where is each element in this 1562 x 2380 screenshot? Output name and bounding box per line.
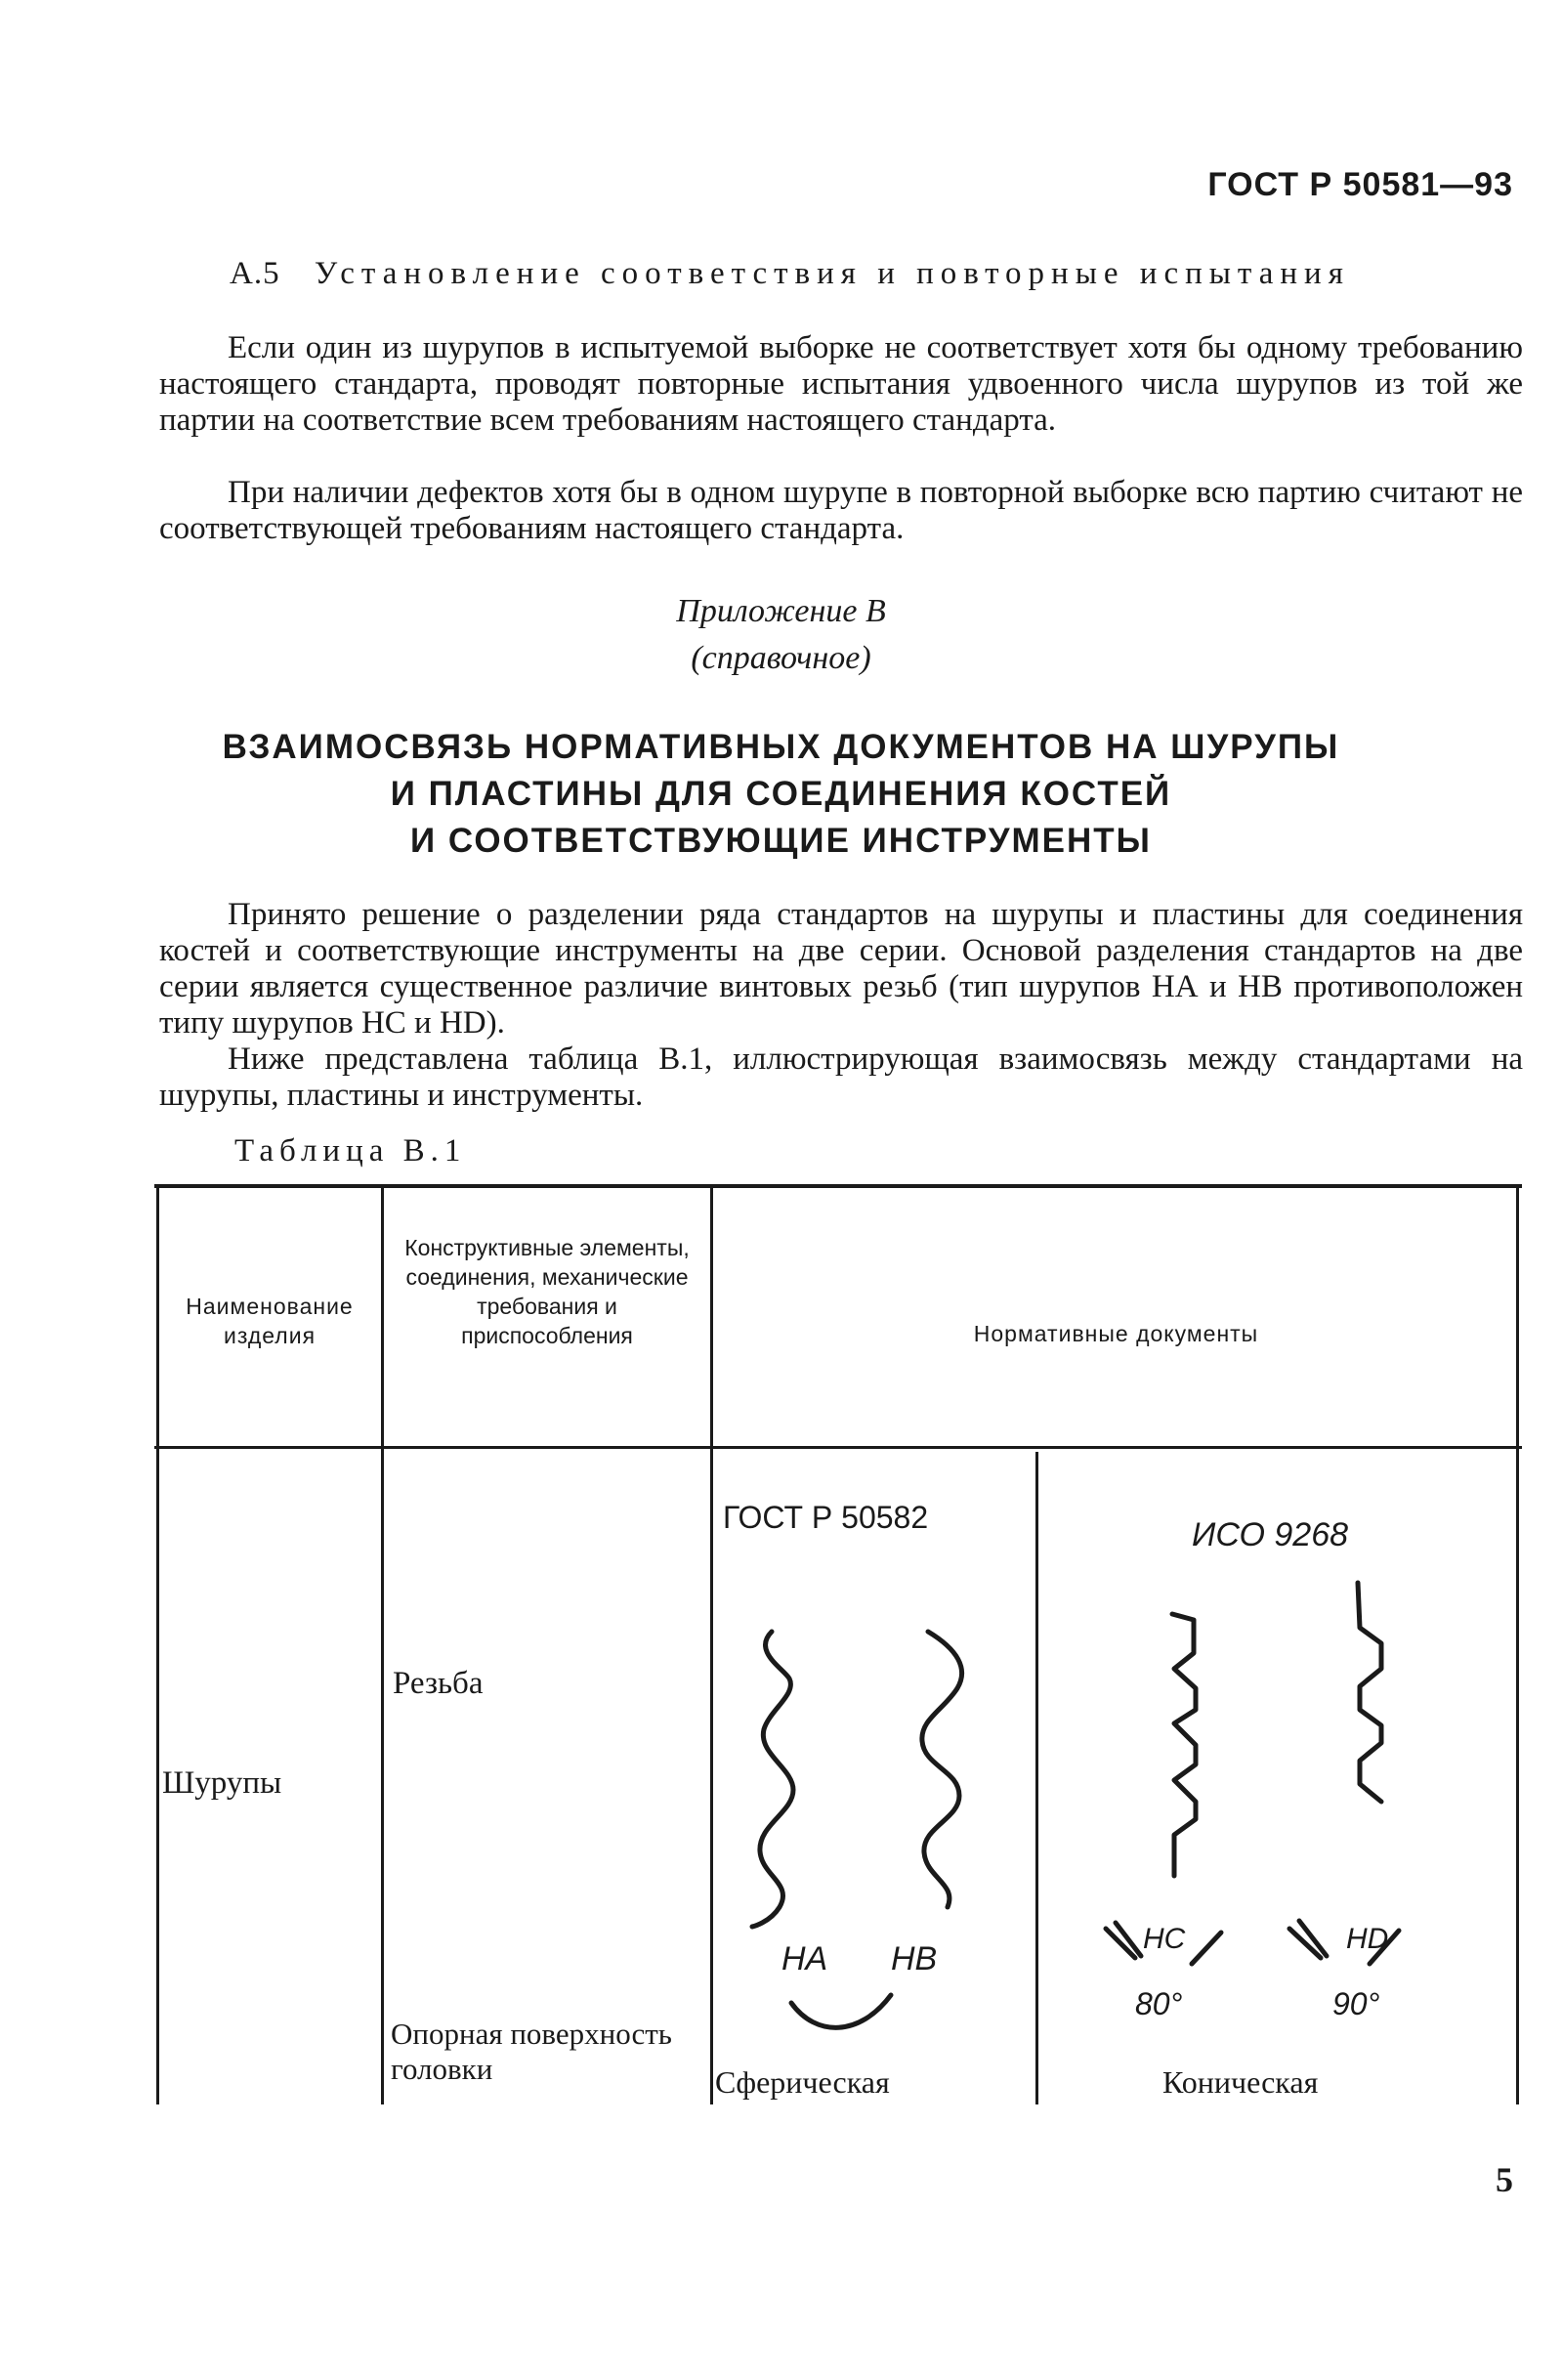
paragraph: Если один из шурупов в испытуемой выборке не соответствует хотя бы одному требованию настоящего стандарта, проводят повторные испытания удвоенного числа шурупов из той же партии на соответствие всем требованиям настоящего стандарта. (159, 330, 1523, 438)
appendix-title-line: И ПЛАСТИНЫ ДЛЯ СОЕДИНЕНИЯ КОСТЕЙ (390, 775, 1172, 813)
standard-number: ГОСТ Р 50581—93 (1207, 166, 1513, 203)
appendix-label: Приложение В (676, 593, 886, 629)
thread-asym-hc-icon (1172, 1614, 1196, 1876)
angle-90: 90° (1332, 1986, 1380, 2021)
spherical-head-icon (791, 1995, 891, 2027)
label-ha: НА (781, 1940, 828, 1977)
header-documents: Нормативные документы (973, 1321, 1259, 1346)
feature-thread: Резьба (393, 1666, 484, 1701)
appendix-title-line: И СООТВЕТСТВУЮЩИЕ ИНСТРУМЕНТЫ (410, 822, 1152, 860)
doc-iso: ИСО 9268 (1192, 1516, 1349, 1553)
appendix-title-line: ВЗАИМОСВЯЗЬ НОРМАТИВНЫХ ДОКУМЕНТОВ НА ШУРУПЫ (222, 728, 1340, 766)
doc-gost: ГОСТ Р 50582 (723, 1500, 929, 1535)
table-header-border (154, 1446, 1522, 1449)
angle-80: 80° (1135, 1986, 1183, 2021)
thread-round-ha-icon (752, 1632, 793, 1927)
page-number: 5 (1496, 2160, 1513, 2199)
table-column-divider (381, 1186, 384, 2104)
section-number: А.5 (230, 256, 280, 291)
paragraph: Ниже представлена таблица В.1, иллюстрирующая взаимосвязь между стандартами на шурупы, пластины и инструменты. (159, 1041, 1523, 1113)
label-hc: НС (1143, 1923, 1186, 1955)
table-right-border (1516, 1186, 1519, 2104)
section-title: Установление соответствия и повторные испытания (314, 256, 1350, 291)
paragraph: Принято решение о разделении ряда стандартов на шурупы и пластины для соединения костей и соответствующие инструменты на две серии. Основой разделения стандартов на две серии является существенное различие винтовых резьб (тип шурупов НА и НВ противоположен типу шурупов НС и НD). (159, 897, 1523, 1041)
head-spherical: Сферическая (715, 2064, 890, 2100)
table-caption: Таблица В.1 (234, 1133, 467, 1169)
label-hd: НD (1346, 1923, 1389, 1955)
feature-head: Опорная поверхность головки (391, 2017, 672, 2086)
section-heading (230, 256, 1523, 292)
head-conical: Коническая (1162, 2064, 1319, 2100)
thread-asym-hd-icon (1358, 1583, 1381, 1802)
label-hb: НВ (891, 1940, 938, 1977)
conical-head-hd-icon (1289, 1921, 1399, 1964)
thread-round-hb-icon (922, 1632, 962, 1907)
table-left-border (156, 1186, 159, 2104)
table-top-border (154, 1184, 1522, 1188)
product-cell: Шурупы (162, 1765, 282, 1801)
header-elements: Конструктивные элементы, соединения, механические требования и приспособления (404, 1235, 690, 1348)
header-product: Наименование изделия (186, 1294, 354, 1348)
thread-profiles-drawing (713, 1563, 1514, 2071)
paragraph: При наличии дефектов хотя бы в одном шурупе в повторной выборке всю партию считают не соответствующей требованиям настоящего стандарта. (159, 475, 1523, 546)
appendix-type: (справочное) (691, 640, 871, 676)
conical-head-hc-icon (1106, 1923, 1221, 1964)
